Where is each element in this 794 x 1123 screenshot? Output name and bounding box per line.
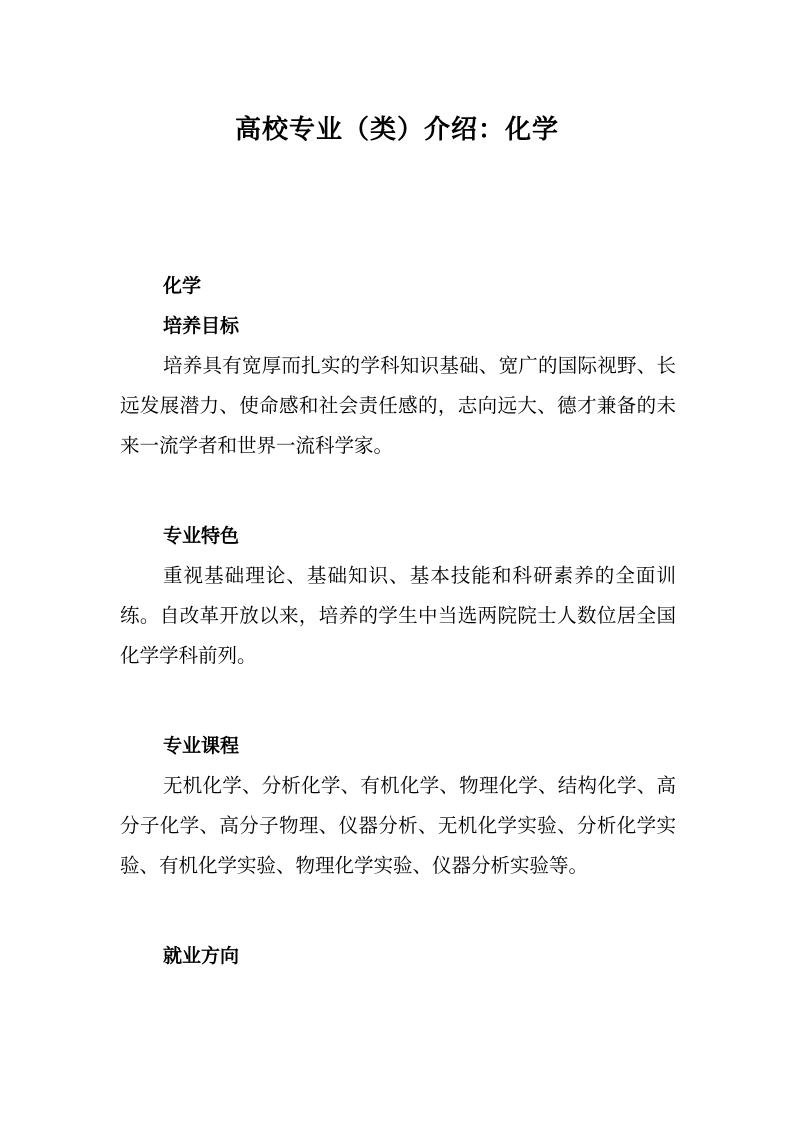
document-title: 高校专业（类）介绍：化学 xyxy=(234,115,559,145)
section-body: 培养具有宽厚而扎实的学科知识基础、宽广的国际视野、长远发展潜力、使命感和社会责任感的，志向远大、德才兼备的未来一流学者和世界一流科学家。 xyxy=(120,354,676,457)
section-career-directions xyxy=(120,936,676,976)
section-body: 重视基础理论、基础知识、基本技能和科研素养的全面训练。自改革开放以来，培养的学生中当选两院院士人数位居全国化学学科前列。 xyxy=(120,564,676,667)
section-heading: 专业特色 xyxy=(163,525,240,547)
section-major-courses xyxy=(120,726,676,886)
section-major-features xyxy=(120,516,676,676)
section-heading: 就业方向 xyxy=(163,945,240,967)
section-training-goals xyxy=(120,306,676,466)
major-name: 化学 xyxy=(163,275,202,297)
section-heading: 专业课程 xyxy=(163,735,240,757)
section-body: 无机化学、分析化学、有机化学、物理化学、结构化学、高分子化学、高分子物理、仪器分析、无机化学实验、分析化学实验、有机化学实验、物理化学实验、仪器分析实验等。 xyxy=(120,774,676,877)
section-heading: 培养目标 xyxy=(163,315,240,337)
document-content xyxy=(120,266,676,976)
